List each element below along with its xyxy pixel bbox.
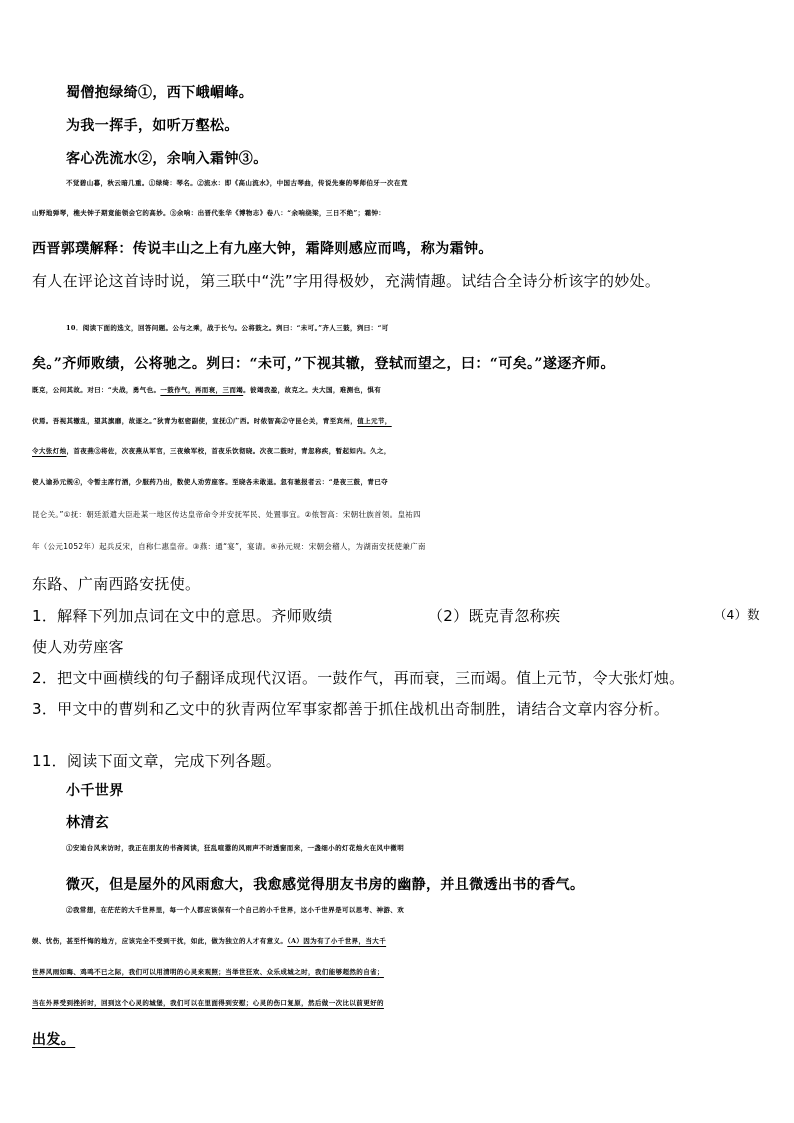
q10-line-1: 10．阅读下面的选文，回答问题。公与之乘，战于长勺。公将鼓之。刿曰：“未可。”齐人三鼓，刿曰：“可 bbox=[66, 324, 389, 332]
poem-line-3: 客心洗流水②，余响入霜钟③。 bbox=[66, 151, 268, 167]
q10-line-6: 使人谕孙元规④，令暂主席行酒，少服药乃出，数使人劝劳座客。至晓各未敢退。忽有驰报者云：“是夜三鼓，青已夺 bbox=[32, 478, 389, 486]
q10-line-9: 东路、广南西路安抚使。 bbox=[32, 575, 201, 593]
q10-line-4 bbox=[32, 416, 756, 425]
underlined-sentence-2a: 值上元节， bbox=[357, 417, 392, 425]
sub-question-3: 3．甲文中的曹刿和乙文中的狄青两位军事家都善于抓住战机出奇制胜，请结合文章内容分析。 bbox=[32, 700, 670, 718]
essay-paragraph-2-line-1: ②我常想，在茫茫的大千世界里，每一个人都应该保有一个自己的小千世界，这小千世界是可以思考、神游、欢 bbox=[66, 906, 405, 914]
q10-line-8: 年（公元1052年）起兵反宋，自称仁惠皇帝。③燕：通“宴”，宴请。④孙元规：宋朝会稽人，为湖南安抚使兼广南 bbox=[32, 542, 426, 551]
q10-line-5-text-b: ，首夜燕③将佐，次夜燕从军官，三夜飨军校，首夜乐饮彻晓。次夜二鼓时，青忽称疾，暂起如内。久之， bbox=[66, 447, 391, 455]
sub-question-1-b: （2）既克青忽称疾 bbox=[428, 607, 561, 625]
poem-question: 有人在评论这首诗时说，第三联中“洗”字用得极妙，充满情趣。试结合全诗分析该字的妙处。 bbox=[32, 272, 661, 290]
poem-line-1: 蜀僧抱绿绮①，西下峨嵋峰。 bbox=[66, 85, 254, 101]
essay-paragraph-1-line-2: 微灭，但是屋外的风雨愈大，我愈感觉得朋友书房的幽静，并且微透出书的香气。 bbox=[66, 877, 585, 893]
poem-note-2: 山野地弹琴，樵夫钟子期竟能领会它的高妙。③余响：出晋代张华《博物志》卷八：“余响绕梁，三日不绝”；霜钟： bbox=[32, 209, 386, 217]
q10-line-4-text-a: 伏焉。吾视其辙乱，望其旗靡，故逐之。”狄青为枢密副使，宣抚①广西。时侬智高②守昆仑关，青至宾州， bbox=[32, 417, 358, 425]
q10-line-3-text-b: 。彼竭我盈，故克之。夫大国，难测也，惧有 bbox=[243, 386, 382, 394]
poem-line-2: 为我一挥手，如听万壑松。 bbox=[66, 118, 239, 134]
q10-line-2: 矣。”齐师败绩，公将驰之。刿曰：“未可，”下视其辙，登轼而望之，曰：“可矣。”遂逐齐师。 bbox=[32, 356, 615, 372]
sub-question-2: 2．把文中画横线的句子翻译成现代汉语。一鼓作气，再而衰，三而竭。值上元节，令大张灯烛。 bbox=[32, 669, 685, 687]
essay-author: 林清玄 bbox=[66, 815, 110, 831]
underlined-passage-a-line-4: 出发。 bbox=[32, 1032, 76, 1048]
underlined-sentence-2b: 令大张灯烛 bbox=[32, 447, 67, 455]
sub-question-1-a: 1．解释下列加点词在文中的意思。齐师败绩 bbox=[32, 607, 333, 625]
poem-note-1: 不觉碧山暮，秋云暗几重。①绿绮：琴名。②流水：即《高山流水》，中国古琴曲，传说先秦的琴师伯牙一次在荒 bbox=[66, 179, 408, 187]
essay-paragraph-2-line-2 bbox=[32, 936, 756, 945]
essay-p2-text: 娱、忧伤，甚至忏悔的地方，应该完全不受到干扰，如此，做为独立的人才有意义。 bbox=[32, 937, 288, 945]
underlined-passage-a-line-2: 世界风雨如晦、鸡鸣不已之际，我们可以用清明的心灵来观照；当举世狂欢、众乐成城之时，我们能够超然的自省； bbox=[32, 968, 384, 976]
poem-note-3: 西晋郭璞解释：传说丰山之上有九座大钟，霜降则感应而鸣，称为霜钟。 bbox=[32, 241, 493, 257]
sub-question-1-c: （4）数 bbox=[714, 608, 760, 622]
underlined-passage-a-line-3: 当在外界受到挫折时，回到这个心灵的城堡，我们可以在里面得到安慰；心灵的伤口复原，然后做一次比以前更好的 bbox=[32, 999, 384, 1007]
essay-paragraph-1-line-1: ①安迪台风来访时，我正在朋友的书斋阅读，狂乱喧嚣的风雨声不时透窗而来，一盏细小的灯花烛火在风中微明 bbox=[66, 844, 405, 852]
q11-heading: 11．阅读下面文章，完成下列各题。 bbox=[32, 752, 282, 770]
q10-line-5 bbox=[32, 446, 756, 455]
sub-question-1-d: 使人劝劳座客 bbox=[32, 638, 124, 656]
essay-title: 小千世界 bbox=[66, 783, 124, 799]
q10-line-3-text-a: 既克，公问其故。对曰：“夫战，勇气也。 bbox=[32, 386, 161, 394]
q10-line-3 bbox=[32, 385, 756, 394]
q10-line-7: 昆仑关。”①抚：朝廷派遣大臣赴某一地区传达皇帝命令并安抚军民、处置事宜。②侬智高：宋朝壮族首领。皇祐四 bbox=[32, 510, 421, 519]
underlined-sentence-1: 一鼓作气，再而衰，三而竭 bbox=[160, 386, 244, 394]
underlined-passage-a-start: （A）因为有了小千世界，当大千 bbox=[287, 937, 387, 945]
